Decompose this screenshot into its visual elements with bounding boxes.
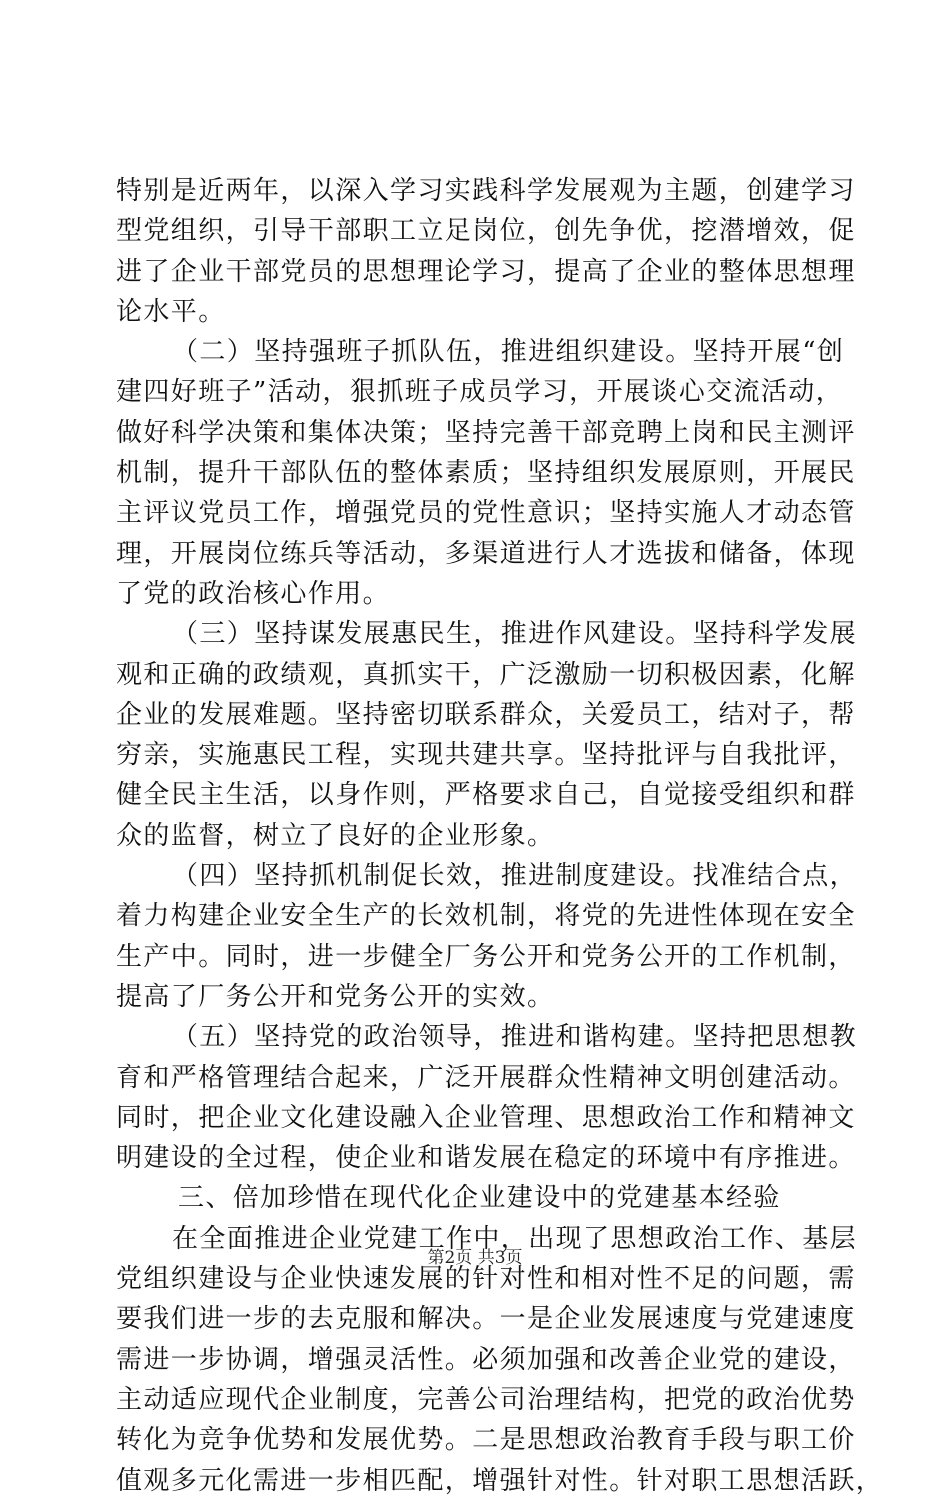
text-line: 做好科学决策和集体决策；坚持完善干部竞聘上岗和民主测评 <box>116 417 856 448</box>
text-line: 育和严格管理结合起来，广泛开展群众性精神文明创建活动。 <box>116 1062 856 1093</box>
text-line: 同时，把企业文化建设融入企业管理、思想政治工作和精神文 <box>116 1102 856 1133</box>
paragraph-start-line: （三）坚持谋发展惠民生，推进作风建设。坚持科学发展 <box>172 619 858 650</box>
text-line: 众的监督，树立了良好的企业形象。 <box>116 820 555 851</box>
text-line: 着力构建企业安全生产的长效机制，将党的先进性体现在安全 <box>116 901 856 932</box>
text-line: 企业的发展难题。坚持密切联系群众，关爱员工，结对子，帮 <box>116 699 856 730</box>
text-line: 值观多元化需进一步相匹配，增强针对性。针对职工思想活跃， <box>116 1465 884 1496</box>
text-line: 要我们进一步的去克服和解决。一是企业发展速度与党建速度 <box>116 1304 856 1335</box>
text-line: 明建设的全过程，使企业和谐发展在稳定的环境中有序推进。 <box>116 1143 856 1174</box>
document-body <box>116 171 884 1501</box>
paragraph-start-line: （二）坚持强班子抓队伍，推进组织建设。坚持开展“创 <box>172 337 845 368</box>
text-line: 提高了厂务公开和党务公开的实效。 <box>116 981 555 1012</box>
text-line: 建四好班子”活动，狠抓班子成员学习，开展谈心交流活动， <box>116 377 844 408</box>
text-line: 健全民主生活，以身作则，严格要求自己，自觉接受组织和群 <box>116 780 856 811</box>
section-heading: 三、倍加珍惜在现代化企业建设中的党建基本经验 <box>178 1183 781 1214</box>
text-line: 穷亲，实施惠民工程，实现共建共享。坚持批评与自我批评， <box>116 740 856 771</box>
text-line: 观和正确的政绩观，真抓实干，广泛激励一切积极因素，化解 <box>116 659 856 690</box>
text-line: 进了企业干部党员的思想理论学习，提高了企业的整体思想理 <box>116 256 856 287</box>
text-line: 理，开展岗位练兵等活动，多渠道进行人才选拔和储备，体现 <box>116 538 856 569</box>
text-line: 主动适应现代企业制度，完善公司治理结构，把党的政治优势 <box>116 1384 856 1415</box>
text-line: 主评议党员工作，增强党员的党性意识；坚持实施人才动态管 <box>116 498 856 529</box>
text-line: 生产中。同时，进一步健全厂务公开和党务公开的工作机制， <box>116 941 856 972</box>
text-line: 论水平。 <box>116 296 226 327</box>
text-line: 了党的政治核心作用。 <box>116 578 391 609</box>
paragraph-start-line: （四）坚持抓机制促长效，推进制度建设。找准结合点， <box>172 861 858 892</box>
text-line: 特别是近两年，以深入学习实践科学发展观为主题，创建学习 <box>116 176 856 206</box>
text-line: 党组织建设与企业快速发展的针对性和相对性不足的问题，需 <box>116 1264 856 1295</box>
text-line: 转化为竞争优势和发展优势。二是思想政治教育手段与职工价 <box>116 1425 856 1456</box>
text-line: 机制，提升干部队伍的整体素质；坚持组织发展原则，开展民 <box>116 458 856 489</box>
text-line: 需进一步协调，增强灵活性。必须加强和改善企业党的建设， <box>116 1344 856 1375</box>
paragraph-start-line: （五）坚持党的政治领导，推进和谐构建。坚持把思想教 <box>172 1022 858 1053</box>
page-footer <box>0 1248 950 1268</box>
text-line: 型党组织，引导干部职工立足岗位，创先争优，挖潜增效，促 <box>116 216 856 247</box>
paragraph-start-line: 在全面推进企业党建工作中，出现了思想政治工作、基层 <box>172 1223 858 1254</box>
page-number-label: 第2页 共3页 <box>427 1248 523 1268</box>
